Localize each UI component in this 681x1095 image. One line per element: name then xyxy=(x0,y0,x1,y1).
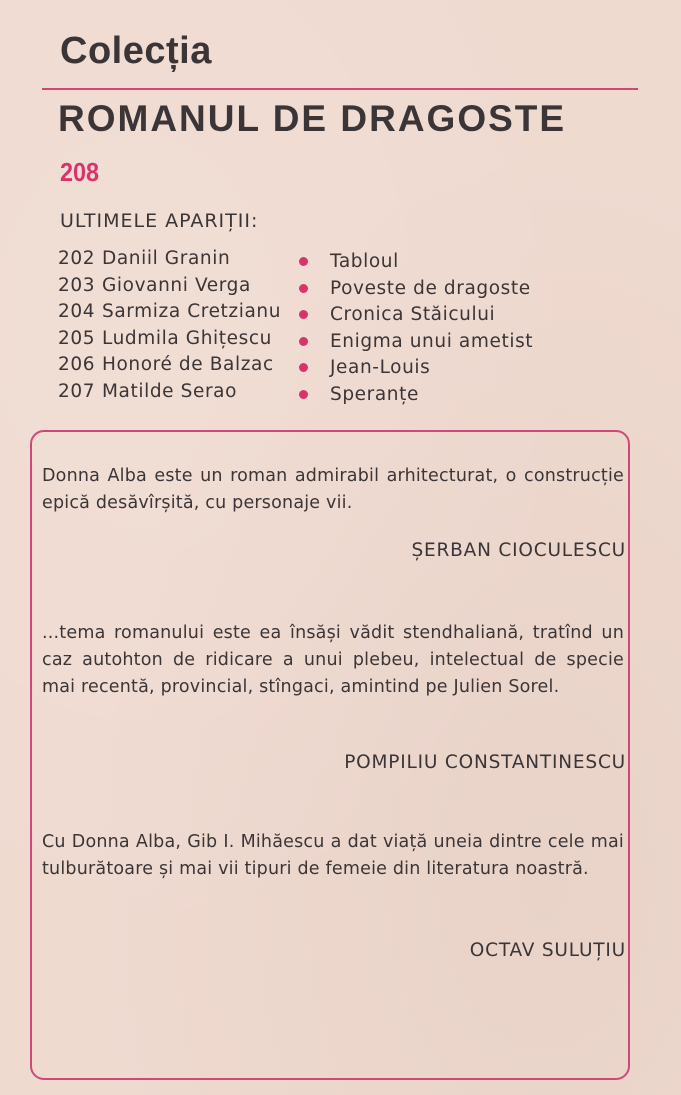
item-number: 207 xyxy=(58,380,96,402)
item-author: Giovanni Verga xyxy=(102,274,251,296)
item-number: 206 xyxy=(58,354,96,375)
bullet-dot-icon xyxy=(299,284,308,293)
item-title: Jean-Louis xyxy=(330,357,431,378)
list-item xyxy=(58,301,618,328)
review-quote-author: ȘERBAN CIOCULESCU xyxy=(411,540,626,561)
review-quote-text: Cu Donna Alba, Gib I. Mihăescu a dat viață uneia dintre cele mai tulburătoare și mai vii tipuri de femeie din literatura noastră. xyxy=(42,832,624,879)
item-author: Ludmila Ghițescu xyxy=(102,327,272,349)
list-item xyxy=(58,275,618,302)
item-number: 203 xyxy=(58,274,96,296)
item-author: Sarmiza Cretzianu xyxy=(102,301,282,322)
volume-number: 208 xyxy=(60,157,100,187)
item-author: Honoré de Balzac xyxy=(102,354,274,375)
bullet-dot-icon xyxy=(299,390,308,399)
review-quote-text: Donna Alba este un roman admirabil arhitecturat, o construcție epică desăvîrșită, cu personaje vii. xyxy=(42,466,624,513)
bullet-dot-icon xyxy=(299,363,308,372)
list-item xyxy=(58,248,618,275)
item-title: Cronica Stăicului xyxy=(330,304,496,325)
item-title: Poveste de dragoste xyxy=(330,277,531,299)
recent-releases-list xyxy=(58,248,618,407)
review-quote-author: POMPILIU CONSTANTINESCU xyxy=(344,752,626,773)
review-quote-author: OCTAV SULUȚIU xyxy=(469,940,626,961)
item-title: Tabloul xyxy=(330,251,399,272)
item-number: 202 xyxy=(58,248,96,269)
bullet-dot-icon xyxy=(299,337,308,346)
bullet-dot-icon xyxy=(299,257,308,266)
item-number: 204 xyxy=(58,301,96,322)
item-number: 205 xyxy=(58,327,96,349)
bullet-dot-icon xyxy=(299,310,308,319)
list-item xyxy=(58,328,618,355)
item-author: Daniil Granin xyxy=(102,248,231,269)
header-divider xyxy=(42,88,638,90)
item-title: Enigma unui ametist xyxy=(330,330,534,352)
list-item xyxy=(58,381,618,408)
item-title: Speranțe xyxy=(330,383,419,405)
recent-releases-heading: ULTIMELE APARIȚII: xyxy=(60,210,259,232)
item-author: Matilde Serao xyxy=(102,380,238,402)
review-quote-text: ...tema romanului este ea însăși vădit stendhaliană, tratînd un caz autohton de ridicare a unui plebeu, intelectual de specie mai recentă, provincial, stîngaci, amintind pe Julien Sorel. xyxy=(42,623,624,697)
series-title: ROMANUL DE DRAGOSTE xyxy=(58,98,567,139)
collection-label: Colecția xyxy=(60,30,212,72)
list-item xyxy=(58,354,618,381)
